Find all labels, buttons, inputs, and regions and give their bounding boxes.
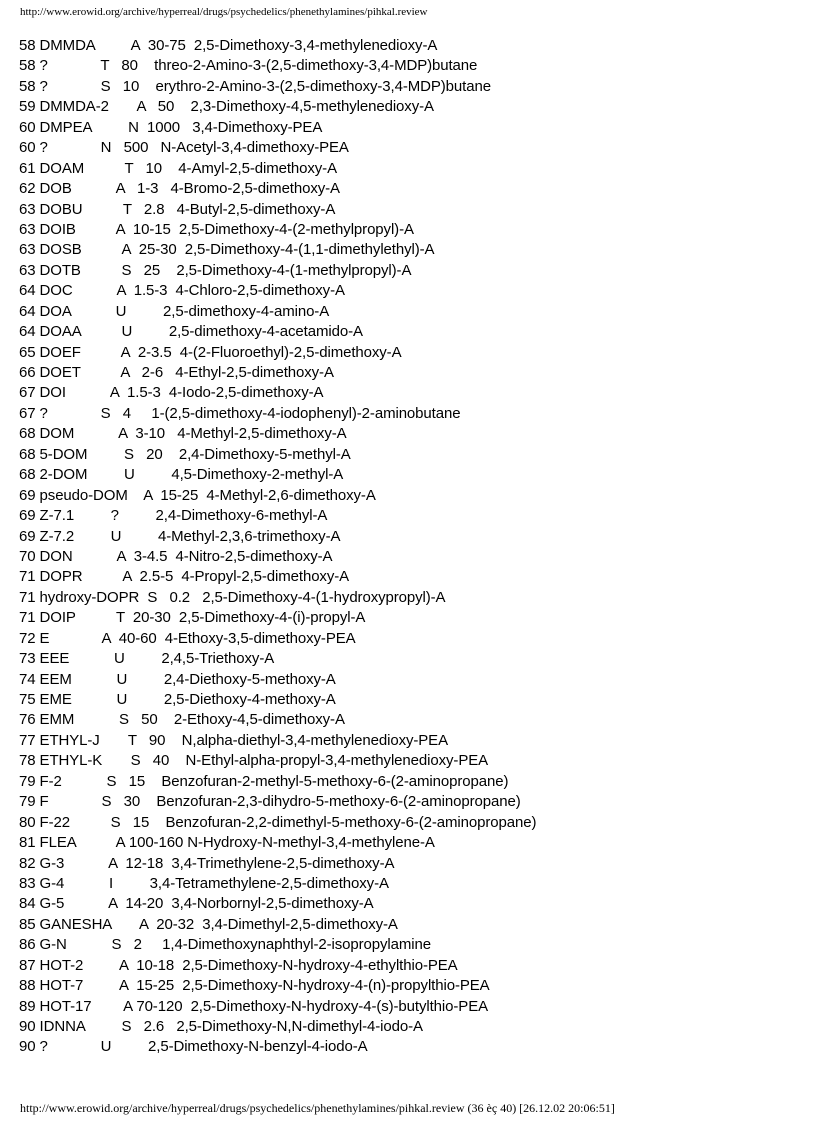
list-item: 90 IDNNA S 2.6 2,5-Dimethoxy-N,N-dimethyl-4-iodo-A <box>19 1018 423 1035</box>
list-item: 63 DOSB A 25-30 2,5-Dimethoxy-4-(1,1-dimethylethyl)-A <box>19 241 435 259</box>
list-item: 69 pseudo-DOM A 15-25 4-Methyl-2,6-dimethoxy-A <box>19 486 376 504</box>
list-item: 74 EEM U 2,4-Diethoxy-5-methoxy-A <box>19 670 336 688</box>
list-item: 86 G-N S 2 1,4-Dimethoxynaphthyl-2-isopropylamine <box>19 936 432 954</box>
list-item: 63 DOBU T 2.8 4-Butyl-2,5-dimethoxy-A <box>19 200 336 218</box>
list-item: 68 2-DOM U 4,5-Dimethoxy-2-methyl-A <box>19 466 344 484</box>
list-item: 58 ? S 10 erythro-2-Amino-3-(2,5-dimethoxy-3,4-MDP)butane <box>19 77 491 95</box>
list-item: 71 DOIP T 20-30 2,5-Dimethoxy-4-(i)-propyl-A <box>19 609 366 627</box>
list-item: 61 DOAM T 10 4-Amyl-2,5-dimethoxy-A <box>19 159 337 177</box>
list-item: 59 DMMDA-2 A 50 2,3-Dimethoxy-4,5-methylenedioxy-A <box>19 98 434 116</box>
list-item: 69 Z-7.1 ? 2,4-Dimethoxy-6-methyl-A <box>19 507 328 525</box>
list-item: 79 F S 30 Benzofuran-2,3-dihydro-5-methoxy-6-(2-aminopropane) <box>19 793 521 811</box>
list-item: 58 DMMDA A 30-75 2,5-Dimethoxy-3,4-methylenedioxy-A <box>19 37 438 54</box>
list-item: 65 DOEF A 2-3.5 4-(2-Fluoroethyl)-2,5-dimethoxy-A <box>19 343 402 361</box>
list-item: 77 ETHYL-J T 90 N,alpha-diethyl-3,4-methylenedioxy-PEA <box>19 731 448 749</box>
list-item: 62 DOB A 1-3 4-Bromo-2,5-dimethoxy-A <box>19 180 340 198</box>
list-item: 73 EEE U 2,4,5-Triethoxy-A <box>19 650 275 668</box>
list-item: 67 ? S 4 1-(2,5-dimethoxy-4-iodophenyl)-2-aminobutane <box>19 404 461 422</box>
list-item: 60 DMPEA N 1000 3,4-Dimethoxy-PEA <box>19 118 323 136</box>
list-item: 81 FLEA A 100-160 N-Hydroxy-N-methyl-3,4-methylene-A <box>19 834 435 852</box>
list-item: 76 EMM S 50 2-Ethoxy-4,5-dimethoxy-A <box>19 711 345 729</box>
list-item: 70 DON A 3-4.5 4-Nitro-2,5-dimethoxy-A <box>19 547 333 565</box>
list-item: 68 5-DOM S 20 2,4-Dimethoxy-5-methyl-A <box>19 445 351 463</box>
list-item: 84 G-5 A 14-20 3,4-Norbornyl-2,5-dimethoxy-A <box>19 895 374 913</box>
list-item: 64 DOC A 1.5-3 4-Chloro-2,5-dimethoxy-A <box>19 282 345 300</box>
list-item: 82 G-3 A 12-18 3,4-Trimethylene-2,5-dimethoxy-A <box>19 854 395 872</box>
list-item: 58 ? T 80 threo-2-Amino-3-(2,5-dimethoxy-3,4-MDP)butane <box>19 57 478 75</box>
list-item: 67 DOI A 1.5-3 4-Iodo-2,5-dimethoxy-A <box>19 384 324 402</box>
list-item: 64 DOAA U 2,5-dimethoxy-4-acetamido-A <box>19 323 363 341</box>
list-item: 71 DOPR A 2.5-5 4-Propyl-2,5-dimethoxy-A <box>19 568 350 586</box>
list-item: 78 ETHYL-K S 40 N-Ethyl-alpha-propyl-3,4-methylenedioxy-PEA <box>19 752 489 770</box>
list-item: 89 HOT-17 A 70-120 2,5-Dimethoxy-N-hydroxy-4-(s)-butylthio-PEA <box>19 997 489 1015</box>
list-item: 80 F-22 S 15 Benzofuran-2,2-dimethyl-5-methoxy-6-(2-aminopropane) <box>19 813 537 831</box>
header-url: http://www.erowid.org/archive/hyperreal/drugs/psychedelics/phenethylamines/pihkal.review <box>20 6 428 18</box>
list-item: 72 E A 40-60 4-Ethoxy-3,5-dimethoxy-PEA <box>19 629 356 647</box>
list-item: 79 F-2 S 15 Benzofuran-2-methyl-5-methoxy-6-(2-aminopropane) <box>19 772 509 790</box>
list-item: 66 DOET A 2-6 4-Ethyl-2,5-dimethoxy-A <box>19 364 334 381</box>
list-item: 64 DOA U 2,5-dimethoxy-4-amino-A <box>19 302 330 320</box>
list-item: 71 hydroxy-DOPR S 0.2 2,5-Dimethoxy-4-(1-hydroxypropyl)-A <box>19 588 446 606</box>
list-item: 63 DOTB S 25 2,5-Dimethoxy-4-(1-methylpropyl)-A <box>19 261 412 279</box>
list-item: 83 G-4 I 3,4-Tetramethylene-2,5-dimethoxy-A <box>19 874 389 892</box>
footer-url: http://www.erowid.org/archive/hyperreal/drugs/psychedelics/phenethylamines/pihkal.review (36 èç 40) [26.12.02 20:06:51] <box>20 1101 615 1115</box>
compound-list <box>19 36 809 1058</box>
list-item: 85 GANESHA A 20-32 3,4-Dimethyl-2,5-dimethoxy-A <box>19 915 398 933</box>
list-item: 90 ? U 2,5-Dimethoxy-N-benzyl-4-iodo-A <box>19 1038 368 1056</box>
list-item: 63 DOIB A 10-15 2,5-Dimethoxy-4-(2-methylpropyl)-A <box>19 220 414 238</box>
list-item: 68 DOM A 3-10 4-Methyl-2,5-dimethoxy-A <box>19 425 347 443</box>
list-item: 88 HOT-7 A 15-25 2,5-Dimethoxy-N-hydroxy-4-(n)-propylthio-PEA <box>19 977 490 995</box>
list-item: 87 HOT-2 A 10-18 2,5-Dimethoxy-N-hydroxy-4-ethylthio-PEA <box>19 956 458 974</box>
list-item: 60 ? N 500 N-Acetyl-3,4-dimethoxy-PEA <box>19 139 349 157</box>
list-item: 75 EME U 2,5-Diethoxy-4-methoxy-A <box>19 691 336 708</box>
list-item: 69 Z-7.2 U 4-Methyl-2,3,6-trimethoxy-A <box>19 527 341 545</box>
